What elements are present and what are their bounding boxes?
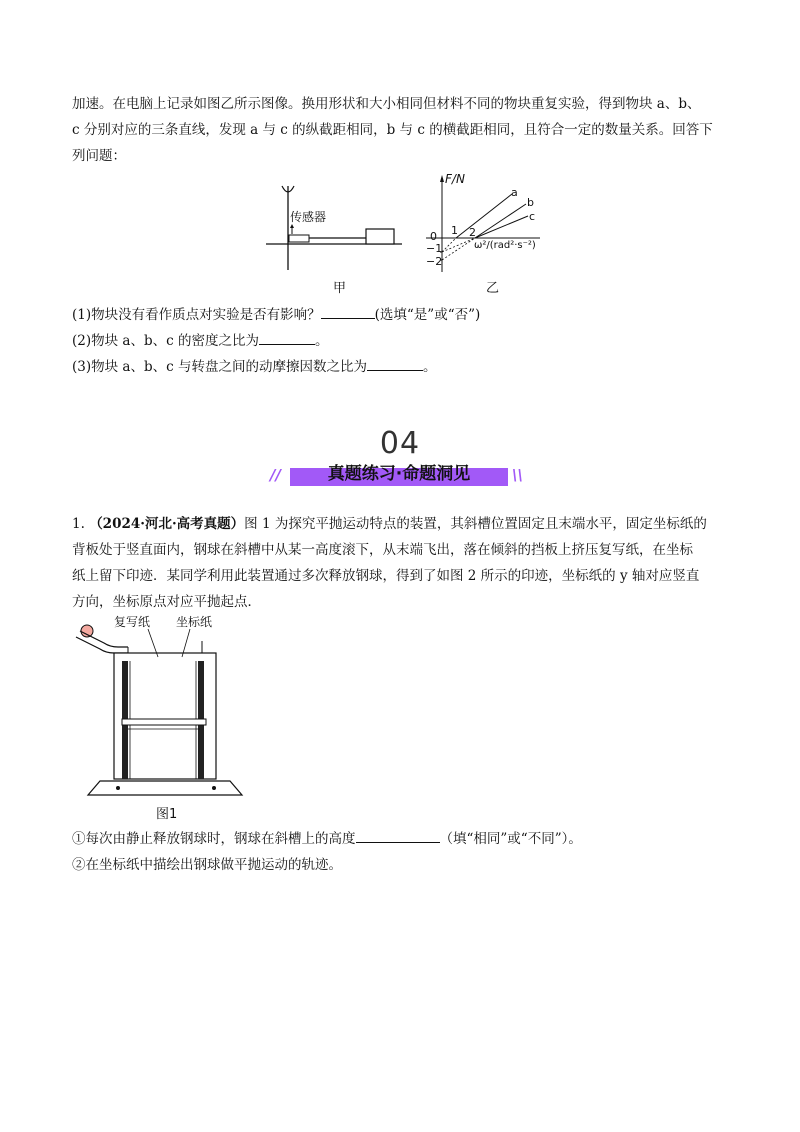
q3-text: (3)物块 a、b、c 与转盘之间的动摩擦因数之比为 xyxy=(72,359,367,375)
x-axis-label: ω²/(rad²·s⁻²) xyxy=(474,240,536,251)
fig-yi-caption: 乙 xyxy=(486,281,500,296)
section-number: 04 xyxy=(379,426,421,461)
line-c-label: c xyxy=(529,210,536,223)
line-a-dashed xyxy=(442,238,456,252)
question-3 xyxy=(72,354,732,380)
figure-jia xyxy=(262,180,404,272)
line-a-label: a xyxy=(511,186,518,199)
intro-line-2: c 分别对应的三条直线，发现 a 与 c 的纵截距相同，b 与 c 的横截距相同，且符合一定的数量关系。回答下 xyxy=(72,122,713,138)
q1-blank[interactable] xyxy=(321,304,375,319)
fig1-caption: 图1 xyxy=(156,807,178,822)
sub-question-1 xyxy=(72,826,732,852)
figure-1-apparatus xyxy=(70,615,250,805)
q3-end: 。 xyxy=(422,359,437,375)
line-b xyxy=(475,204,526,238)
q3-blank[interactable] xyxy=(367,356,423,371)
sub-question-2: ②在坐标纸中描绘出钢球做平抛运动的轨迹。 xyxy=(72,857,342,873)
problem-number: 1. xyxy=(72,516,85,532)
tick-2: 2 xyxy=(469,226,476,239)
q1-hint: (选填“是”或“否”) xyxy=(374,307,481,323)
q2-text: (2)物块 a、b、c 的密度之比为 xyxy=(72,333,259,349)
y-axis-label: F/N xyxy=(445,172,465,186)
intro-line-3: 列问题： xyxy=(72,148,126,164)
line-b-label: b xyxy=(527,196,534,209)
q2-blank[interactable] xyxy=(259,330,315,345)
problem1-line-2: 背板处于竖直面内，钢球在斜槽中从某一高度滚下，从末端飞出，落在倾斜的挡板上挤压复写纸，在坐标 xyxy=(72,542,693,558)
line-b-dashed xyxy=(442,238,475,260)
section-title: 真题练习·命题洞见 xyxy=(327,464,471,484)
question-1 xyxy=(72,302,732,328)
problem1-text-1: 图 1 为探究平抛运动特点的装置，其斜槽位置固定且末端水平，固定坐标纸的 xyxy=(244,516,707,532)
fig-jia-caption: 甲 xyxy=(333,281,347,296)
copy-paper-label: 复写纸 xyxy=(114,615,151,629)
tick-neg2: −2 xyxy=(426,255,443,268)
line-c-dashed xyxy=(442,238,475,252)
q2-end: 。 xyxy=(314,333,329,349)
problem-source: （2024·河北·高考真题） xyxy=(89,516,245,532)
q1-text: (1)物块没有看作质点对实验是否有影响？ xyxy=(72,307,321,323)
question-2 xyxy=(72,328,732,354)
sub1-text: ①每次由静止释放钢球时，钢球在斜槽上的高度 xyxy=(72,831,356,847)
problem1-line-3: 纸上留下印迹．某同学利用此装置通过多次释放钢球，得到了如图 2 所示的印迹，坐标纸的 y 轴对应竖直 xyxy=(72,568,700,584)
deco-slash-right: \\ xyxy=(512,466,523,484)
grid-paper-label: 坐标纸 xyxy=(176,615,213,629)
tick-1: 1 xyxy=(451,224,458,237)
intro-line-1: 加速。在电脑上记录如图乙所示图像。换用形状和大小相同但材料不同的物块重复实验，得到物块 a、b、 xyxy=(72,96,701,112)
deco-slash-left: // xyxy=(270,466,281,484)
line-c xyxy=(475,216,528,238)
problem1-line-1 xyxy=(72,511,732,537)
sub1-hint: （填“相同”或“不同”）。 xyxy=(439,831,582,847)
problem1-line-4: 方向，坐标原点对应平抛起点． xyxy=(72,594,261,610)
sensor-label: 传感器 xyxy=(290,210,327,224)
tick-neg1: −1 xyxy=(426,242,443,255)
sub1-blank[interactable] xyxy=(356,828,440,843)
section-banner xyxy=(290,462,508,486)
origin-tick: 0 xyxy=(430,230,437,243)
